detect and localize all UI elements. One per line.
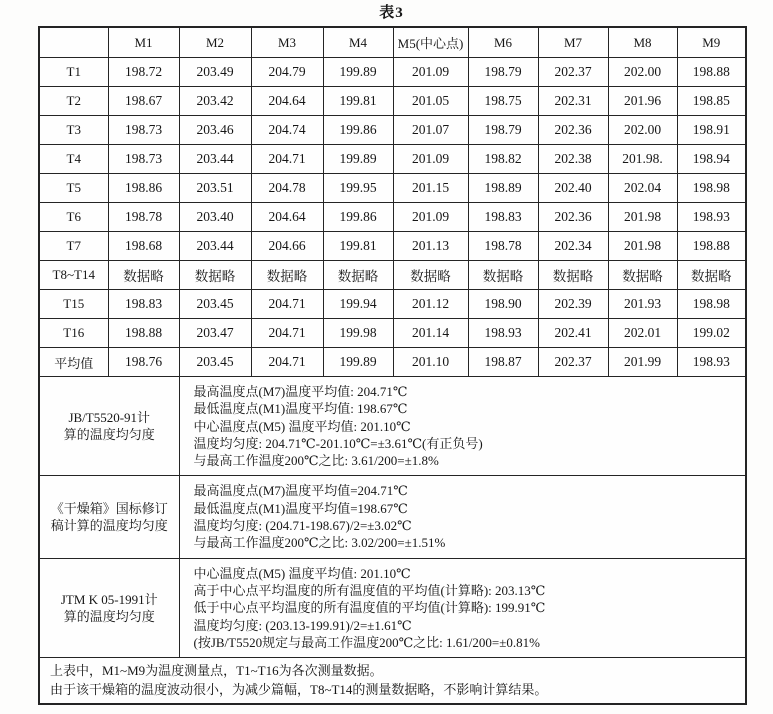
row-label: T8~T14 <box>39 261 108 290</box>
data-cell: 198.85 <box>677 87 746 116</box>
corner-cell <box>39 27 108 58</box>
data-cell: 204.71 <box>251 319 323 348</box>
row-label: T7 <box>39 232 108 261</box>
data-cell: 203.47 <box>179 319 251 348</box>
data-cell: 203.44 <box>179 145 251 174</box>
data-cell: 199.89 <box>323 145 393 174</box>
data-cell: 201.12 <box>393 290 468 319</box>
data-cell: 202.04 <box>608 174 677 203</box>
data-cell: 204.74 <box>251 116 323 145</box>
data-cell: 199.89 <box>323 348 393 377</box>
calc-label-line: JB/T5520-91计 <box>68 410 151 426</box>
data-cell: 201.93 <box>608 290 677 319</box>
data-cell: 198.89 <box>468 174 538 203</box>
data-cell: 198.94 <box>677 145 746 174</box>
calc-label-line: 算的温度均匀度 <box>63 608 155 624</box>
calc-content-line: 与最高工作温度200℃之比: 3.61/200=±1.8% <box>193 453 439 469</box>
data-cell: 204.79 <box>251 58 323 87</box>
data-cell: 202.37 <box>538 348 608 377</box>
data-cell: 202.37 <box>538 58 608 87</box>
data-cell: 199.02 <box>677 319 746 348</box>
data-cell: 201.13 <box>393 232 468 261</box>
data-cell: 201.09 <box>393 58 468 87</box>
data-cell: 201.98 <box>608 203 677 232</box>
data-cell: 198.88 <box>677 232 746 261</box>
data-cell: 203.46 <box>179 116 251 145</box>
data-cell: 198.83 <box>468 203 538 232</box>
data-cell: 数据略 <box>468 261 538 290</box>
table-row <box>39 348 746 377</box>
calc-content-line: 温度均匀度: (203.13-199.91)/2=±1.61℃ <box>193 617 412 633</box>
data-cell: 198.91 <box>677 116 746 145</box>
data-cell: 数据略 <box>323 261 393 290</box>
data-cell: 198.88 <box>677 58 746 87</box>
table-row <box>39 145 746 174</box>
calc-label-line: 算的温度均匀度 <box>63 427 155 443</box>
data-cell: 198.93 <box>468 319 538 348</box>
data-cell: 198.68 <box>108 232 179 261</box>
data-cell: 199.81 <box>323 232 393 261</box>
row-label: 平均值 <box>39 348 108 377</box>
calc-section-content <box>179 476 746 558</box>
column-header: M3 <box>251 27 323 58</box>
data-cell: 199.95 <box>323 174 393 203</box>
footnote-line: 上表中，M1~M9为温度测量点，T1~T16为各次测量数据。 <box>50 663 383 679</box>
column-header: M2 <box>179 27 251 58</box>
calc-content-line: 最低温度点(M1)温度平均值=198.67℃ <box>193 500 408 516</box>
data-cell: 204.71 <box>251 290 323 319</box>
data-cell: 198.75 <box>468 87 538 116</box>
data-cell: 数据略 <box>608 261 677 290</box>
column-header: M9 <box>677 27 746 58</box>
data-cell: 198.67 <box>108 87 179 116</box>
data-cell: 198.79 <box>468 116 538 145</box>
data-cell: 204.64 <box>251 87 323 116</box>
data-cell: 201.05 <box>393 87 468 116</box>
data-cell: 201.98. <box>608 145 677 174</box>
data-cell: 201.15 <box>393 174 468 203</box>
table-row <box>39 87 746 116</box>
calc-section-row <box>39 558 746 657</box>
calc-section-label <box>39 558 179 657</box>
calc-content-line: 温度均匀度: 204.71℃-201.10℃=±3.61℃(有正负号) <box>193 435 483 451</box>
row-label: T3 <box>39 116 108 145</box>
header-row <box>39 27 746 58</box>
column-header: M5(中心点) <box>393 27 468 58</box>
calc-content-line: 最高温度点(M7)温度平均值: 204.71℃ <box>193 384 408 399</box>
calc-content-line: 最低温度点(M1)温度平均值: 198.67℃ <box>193 401 408 417</box>
table-body <box>39 58 746 705</box>
data-cell: 198.73 <box>108 145 179 174</box>
data-cell: 203.45 <box>179 290 251 319</box>
data-cell: 198.79 <box>468 58 538 87</box>
table-row <box>39 116 746 145</box>
table-row <box>39 203 746 232</box>
data-cell: 199.86 <box>323 203 393 232</box>
data-cell: 198.87 <box>468 348 538 377</box>
data-cell: 201.96 <box>608 87 677 116</box>
data-cell: 202.01 <box>608 319 677 348</box>
table-title: 表3 <box>379 5 404 21</box>
column-header: M6 <box>468 27 538 58</box>
data-cell: 198.73 <box>108 116 179 145</box>
data-cell: 202.36 <box>538 116 608 145</box>
row-label: T1 <box>39 58 108 87</box>
data-cell: 数据略 <box>538 261 608 290</box>
data-cell: 数据略 <box>179 261 251 290</box>
table-row <box>39 174 746 203</box>
data-cell: 201.99 <box>608 348 677 377</box>
calc-label-line: JTM K 05-1991计 <box>60 591 158 607</box>
row-label: T5 <box>39 174 108 203</box>
data-cell: 198.93 <box>677 348 746 377</box>
data-cell: 202.00 <box>608 116 677 145</box>
row-label: T16 <box>39 319 108 348</box>
data-cell: 数据略 <box>677 261 746 290</box>
calc-section-content <box>179 558 746 657</box>
table-footnote <box>39 658 746 705</box>
data-cell: 201.07 <box>393 116 468 145</box>
data-cell: 202.41 <box>538 319 608 348</box>
data-cell: 198.98 <box>677 290 746 319</box>
measurement-table <box>38 26 747 705</box>
data-cell: 203.40 <box>179 203 251 232</box>
calc-label-line: 稿计算的温度均匀度 <box>50 518 168 534</box>
calc-content-line: 最高温度点(M7)温度平均值=204.71℃ <box>193 483 408 499</box>
data-cell: 199.94 <box>323 290 393 319</box>
column-header: M7 <box>538 27 608 58</box>
column-header: M1 <box>108 27 179 58</box>
data-cell: 203.44 <box>179 232 251 261</box>
calc-section-content <box>179 377 746 476</box>
footnote-line: 由于该干燥箱的温度波动很小，为减少篇幅，T8~T14的测量数据略，不影响计算结果。 <box>50 681 548 697</box>
data-cell: 204.78 <box>251 174 323 203</box>
data-cell: 199.86 <box>323 116 393 145</box>
data-cell: 201.09 <box>393 203 468 232</box>
calc-content-line: 与最高工作温度200℃之比: 3.02/200=±1.51% <box>193 535 446 551</box>
calc-content-line: 中心温度点(M5) 温度平均值: 201.10℃ <box>193 418 411 434</box>
data-cell: 198.78 <box>108 203 179 232</box>
data-cell: 202.40 <box>538 174 608 203</box>
table-row <box>39 58 746 87</box>
data-cell: 199.89 <box>323 58 393 87</box>
data-cell: 203.45 <box>179 348 251 377</box>
data-cell: 198.93 <box>677 203 746 232</box>
data-cell: 198.78 <box>468 232 538 261</box>
data-cell: 203.49 <box>179 58 251 87</box>
data-cell: 数据略 <box>108 261 179 290</box>
data-cell: 198.88 <box>108 319 179 348</box>
column-header: M8 <box>608 27 677 58</box>
calc-label-line: 《干燥箱》国标修订 <box>50 501 168 517</box>
footnote-row <box>39 658 746 705</box>
row-label: T4 <box>39 145 108 174</box>
table-row <box>39 290 746 319</box>
calc-section-row <box>39 476 746 558</box>
data-cell: 204.66 <box>251 232 323 261</box>
data-cell: 198.90 <box>468 290 538 319</box>
data-cell: 201.09 <box>393 145 468 174</box>
column-header: M4 <box>323 27 393 58</box>
data-cell: 204.71 <box>251 348 323 377</box>
data-cell: 198.98 <box>677 174 746 203</box>
data-cell: 204.71 <box>251 145 323 174</box>
row-label: T2 <box>39 87 108 116</box>
table-row <box>39 232 746 261</box>
calc-content-line: 低于中心点平均温度的所有温度值的平均值(计算略): 199.91℃ <box>193 600 546 616</box>
data-cell: 198.83 <box>108 290 179 319</box>
data-cell: 202.39 <box>538 290 608 319</box>
table-row <box>39 319 746 348</box>
data-cell: 202.38 <box>538 145 608 174</box>
data-cell: 203.51 <box>179 174 251 203</box>
data-cell: 202.36 <box>538 203 608 232</box>
data-cell: 201.98 <box>608 232 677 261</box>
data-cell: 203.42 <box>179 87 251 116</box>
calc-content-line: 高于中心点平均温度的所有温度值的平均值(计算略): 203.13℃ <box>193 582 546 598</box>
data-cell: 198.86 <box>108 174 179 203</box>
data-cell: 202.31 <box>538 87 608 116</box>
data-cell: 199.81 <box>323 87 393 116</box>
calc-section-label <box>39 377 179 476</box>
data-cell: 数据略 <box>393 261 468 290</box>
calc-section-label <box>39 476 179 558</box>
data-cell: 198.76 <box>108 348 179 377</box>
data-cell: 202.00 <box>608 58 677 87</box>
data-cell: 199.98 <box>323 319 393 348</box>
data-cell: 198.72 <box>108 58 179 87</box>
data-cell: 202.34 <box>538 232 608 261</box>
data-cell: 201.10 <box>393 348 468 377</box>
data-cell: 198.82 <box>468 145 538 174</box>
row-label: T15 <box>39 290 108 319</box>
calc-content-line: (按JB/T5520规定与最高工作温度200℃之比: 1.61/200=±0.81% <box>193 634 540 650</box>
row-label: T6 <box>39 203 108 232</box>
data-cell: 201.14 <box>393 319 468 348</box>
calc-content-line: 中心温度点(M5) 温度平均值: 201.10℃ <box>193 565 411 581</box>
table-row <box>39 261 746 290</box>
data-cell: 数据略 <box>251 261 323 290</box>
data-cell: 204.64 <box>251 203 323 232</box>
calc-section-row <box>39 377 746 476</box>
calc-content-line: 温度均匀度: (204.71-198.67)/2=±3.02℃ <box>193 518 412 534</box>
